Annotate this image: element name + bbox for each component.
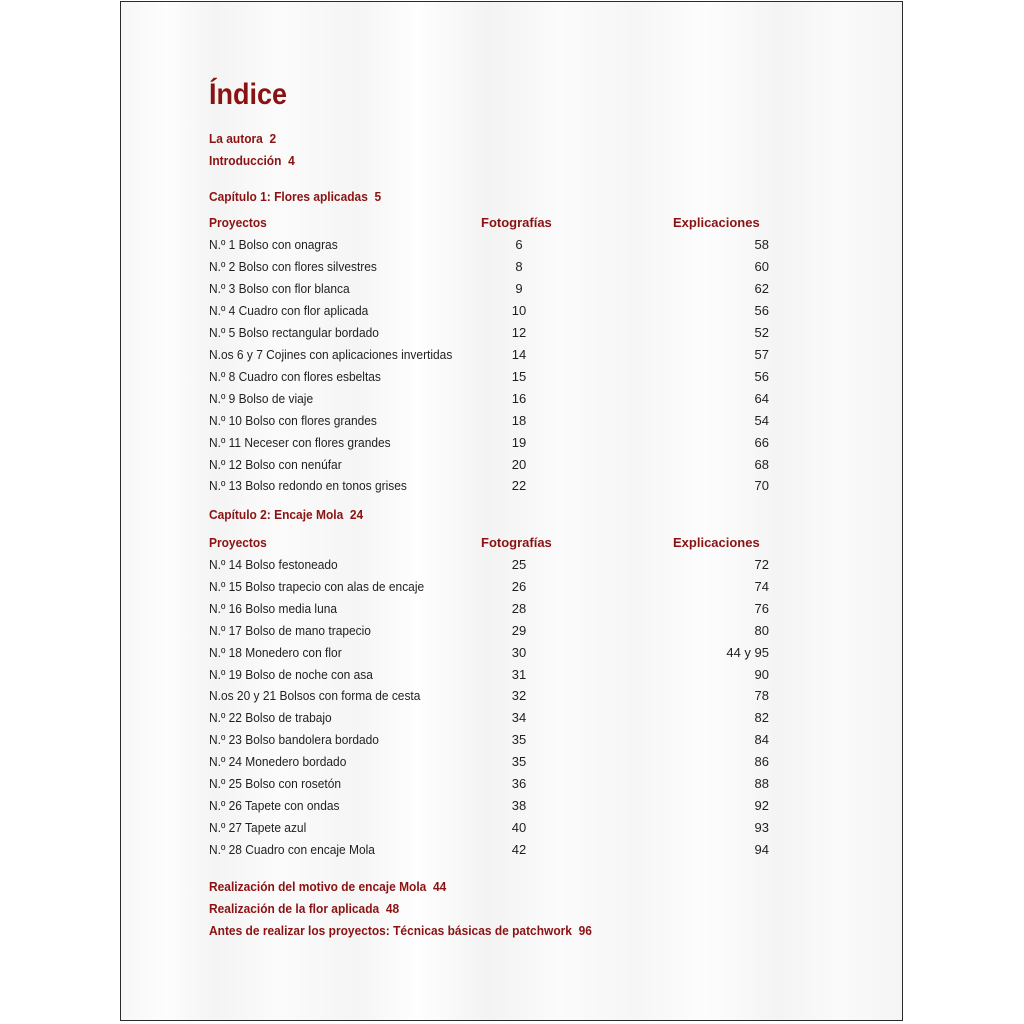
project-name: N.º 17 Bolso de mano trapecio bbox=[209, 622, 371, 638]
project-name: N.º 22 Bolso de trabajo bbox=[209, 710, 332, 726]
project-name: N.º 9 Bolso de viaje bbox=[209, 390, 314, 406]
explanation-page: 72 bbox=[754, 557, 769, 572]
photo-page: 9 bbox=[515, 280, 523, 296]
project-name: N.º 25 Bolso con rosetón bbox=[209, 776, 342, 791]
photo-page: 42 bbox=[511, 841, 527, 857]
column-header-projects: Proyectos bbox=[209, 535, 267, 550]
project-row bbox=[209, 796, 809, 816]
photo-page: 18 bbox=[511, 412, 527, 428]
project-row bbox=[209, 345, 809, 365]
explanation-page: 54 bbox=[754, 412, 769, 428]
project-row bbox=[209, 774, 809, 794]
photo-page: 30 bbox=[511, 644, 527, 660]
explanation-page: 78 bbox=[754, 688, 769, 704]
project-name: N.º 18 Monedero con flor bbox=[209, 644, 342, 660]
column-header-explanations: Explicaciones bbox=[673, 535, 760, 550]
photo-page: 16 bbox=[511, 390, 527, 406]
explanation-page: 88 bbox=[754, 776, 769, 791]
project-row bbox=[209, 643, 809, 663]
toc-entry-author: La autora 2 bbox=[209, 131, 277, 146]
explanation-page: 60 bbox=[754, 258, 769, 274]
project-row bbox=[209, 279, 809, 299]
project-row bbox=[209, 555, 809, 575]
photo-page: 12 bbox=[511, 324, 527, 340]
explanation-page: 57 bbox=[754, 346, 769, 362]
photo-page: 8 bbox=[515, 258, 523, 274]
chapter-2-heading: Capítulo 2: Encaje Mola 24 bbox=[209, 507, 364, 522]
explanation-page: 52 bbox=[754, 324, 769, 340]
explanation-page: 94 bbox=[754, 841, 769, 857]
explanation-page: 44 y 95 bbox=[726, 644, 769, 660]
explanation-page: 66 bbox=[754, 434, 769, 450]
explanation-page: 74 bbox=[754, 578, 769, 594]
project-row bbox=[209, 730, 809, 750]
explanation-page: 58 bbox=[754, 237, 769, 252]
project-name: N.º 26 Tapete con ondas bbox=[209, 797, 340, 813]
photo-page: 32 bbox=[511, 688, 527, 704]
project-row bbox=[209, 455, 809, 475]
project-row bbox=[209, 577, 809, 597]
column-header-explanations: Explicaciones bbox=[673, 215, 760, 230]
project-name: N.º 12 Bolso con nenúfar bbox=[209, 456, 342, 472]
project-name: N.º 2 Bolso con flores silvestres bbox=[209, 258, 377, 274]
project-row bbox=[209, 301, 809, 321]
project-name: N.º 19 Bolso de noche con asa bbox=[209, 666, 373, 682]
toc-entry-applique-flower: Realización de la flor aplicada 48 bbox=[209, 901, 400, 916]
chapter-1-column-headers bbox=[209, 213, 809, 233]
project-row bbox=[209, 599, 809, 619]
toc-entry-mola-motif: Realización del motivo de encaje Mola 44 bbox=[209, 879, 447, 894]
project-name: N.º 14 Bolso festoneado bbox=[209, 557, 338, 572]
toc-entry-introduction: Introducción 4 bbox=[209, 153, 295, 168]
project-name: N.os 20 y 21 Bolsos con forma de cesta bbox=[209, 688, 421, 704]
project-row bbox=[209, 257, 809, 277]
project-name: N.º 27 Tapete azul bbox=[209, 819, 307, 835]
photo-page: 38 bbox=[511, 797, 527, 813]
explanation-page: 92 bbox=[754, 797, 769, 813]
photo-page: 10 bbox=[511, 302, 527, 318]
project-row bbox=[209, 367, 809, 387]
explanation-page: 68 bbox=[754, 456, 769, 472]
project-name: N.º 3 Bolso con flor blanca bbox=[209, 280, 350, 296]
photo-page: 20 bbox=[511, 456, 527, 472]
explanation-page: 56 bbox=[754, 368, 769, 384]
project-row bbox=[209, 686, 809, 706]
project-row bbox=[209, 818, 809, 838]
project-name: N.º 15 Bolso trapecio con alas de encaje bbox=[209, 578, 425, 594]
project-row bbox=[209, 411, 809, 431]
chapter-2-column-headers bbox=[209, 533, 809, 553]
photo-page: 19 bbox=[511, 434, 527, 450]
photo-page: 28 bbox=[511, 600, 527, 616]
project-name: N.º 16 Bolso media luna bbox=[209, 600, 338, 616]
explanation-page: 80 bbox=[754, 622, 769, 638]
photo-page: 22 bbox=[511, 478, 527, 494]
explanation-page: 90 bbox=[754, 666, 769, 682]
project-row bbox=[209, 840, 809, 860]
project-row bbox=[209, 389, 809, 409]
project-name: N.º 24 Monedero bordado bbox=[209, 754, 347, 770]
project-row bbox=[209, 476, 809, 496]
project-row bbox=[209, 665, 809, 685]
photo-page: 26 bbox=[511, 578, 527, 594]
explanation-page: 64 bbox=[754, 390, 769, 406]
project-row bbox=[209, 235, 809, 255]
explanation-page: 62 bbox=[754, 280, 769, 296]
project-name: N.º 8 Cuadro con flores esbeltas bbox=[209, 368, 381, 384]
photo-page: 34 bbox=[511, 710, 527, 726]
project-row bbox=[209, 752, 809, 772]
project-name: N.os 6 y 7 Cojines con aplicaciones invertidas bbox=[209, 346, 453, 362]
explanation-page: 70 bbox=[754, 478, 769, 494]
project-name: N.º 11 Neceser con flores grandes bbox=[209, 434, 391, 450]
column-header-photos: Fotografías bbox=[481, 535, 552, 550]
explanation-page: 56 bbox=[754, 302, 769, 318]
project-name: N.º 4 Cuadro con flor aplicada bbox=[209, 302, 369, 318]
page-title: Índice bbox=[209, 78, 288, 111]
photo-page: 14 bbox=[511, 346, 527, 362]
project-name: N.º 28 Cuadro con encaje Mola bbox=[209, 841, 375, 857]
photo-page: 29 bbox=[511, 622, 527, 638]
photo-page: 6 bbox=[515, 237, 523, 252]
explanation-page: 76 bbox=[754, 600, 769, 616]
photo-page: 36 bbox=[511, 776, 527, 791]
photo-page: 25 bbox=[511, 557, 527, 572]
project-name: N.º 5 Bolso rectangular bordado bbox=[209, 324, 379, 340]
photo-page: 31 bbox=[511, 666, 527, 682]
column-header-photos: Fotografías bbox=[481, 215, 552, 230]
explanation-page: 93 bbox=[754, 819, 769, 835]
explanation-page: 82 bbox=[754, 710, 769, 726]
project-name: N.º 13 Bolso redondo en tonos grises bbox=[209, 478, 407, 494]
explanation-page: 86 bbox=[754, 754, 769, 770]
explanation-page: 84 bbox=[754, 732, 769, 748]
photo-page: 40 bbox=[511, 819, 527, 835]
photo-page: 35 bbox=[511, 732, 527, 748]
project-row bbox=[209, 708, 809, 728]
project-name: N.º 23 Bolso bandolera bordado bbox=[209, 732, 379, 748]
book-page bbox=[120, 1, 903, 1021]
project-name: N.º 10 Bolso con flores grandes bbox=[209, 412, 377, 428]
toc-entry-basic-techniques: Antes de realizar los proyectos: Técnicas básicas de patchwork 96 bbox=[209, 923, 592, 938]
project-name: N.º 1 Bolso con onagras bbox=[209, 237, 338, 252]
project-row bbox=[209, 323, 809, 343]
project-row bbox=[209, 621, 809, 641]
chapter-1-heading: Capítulo 1: Flores aplicadas 5 bbox=[209, 189, 382, 204]
photo-page: 35 bbox=[511, 754, 527, 770]
column-header-projects: Proyectos bbox=[209, 215, 267, 230]
photo-page: 15 bbox=[511, 368, 527, 384]
project-row bbox=[209, 433, 809, 453]
